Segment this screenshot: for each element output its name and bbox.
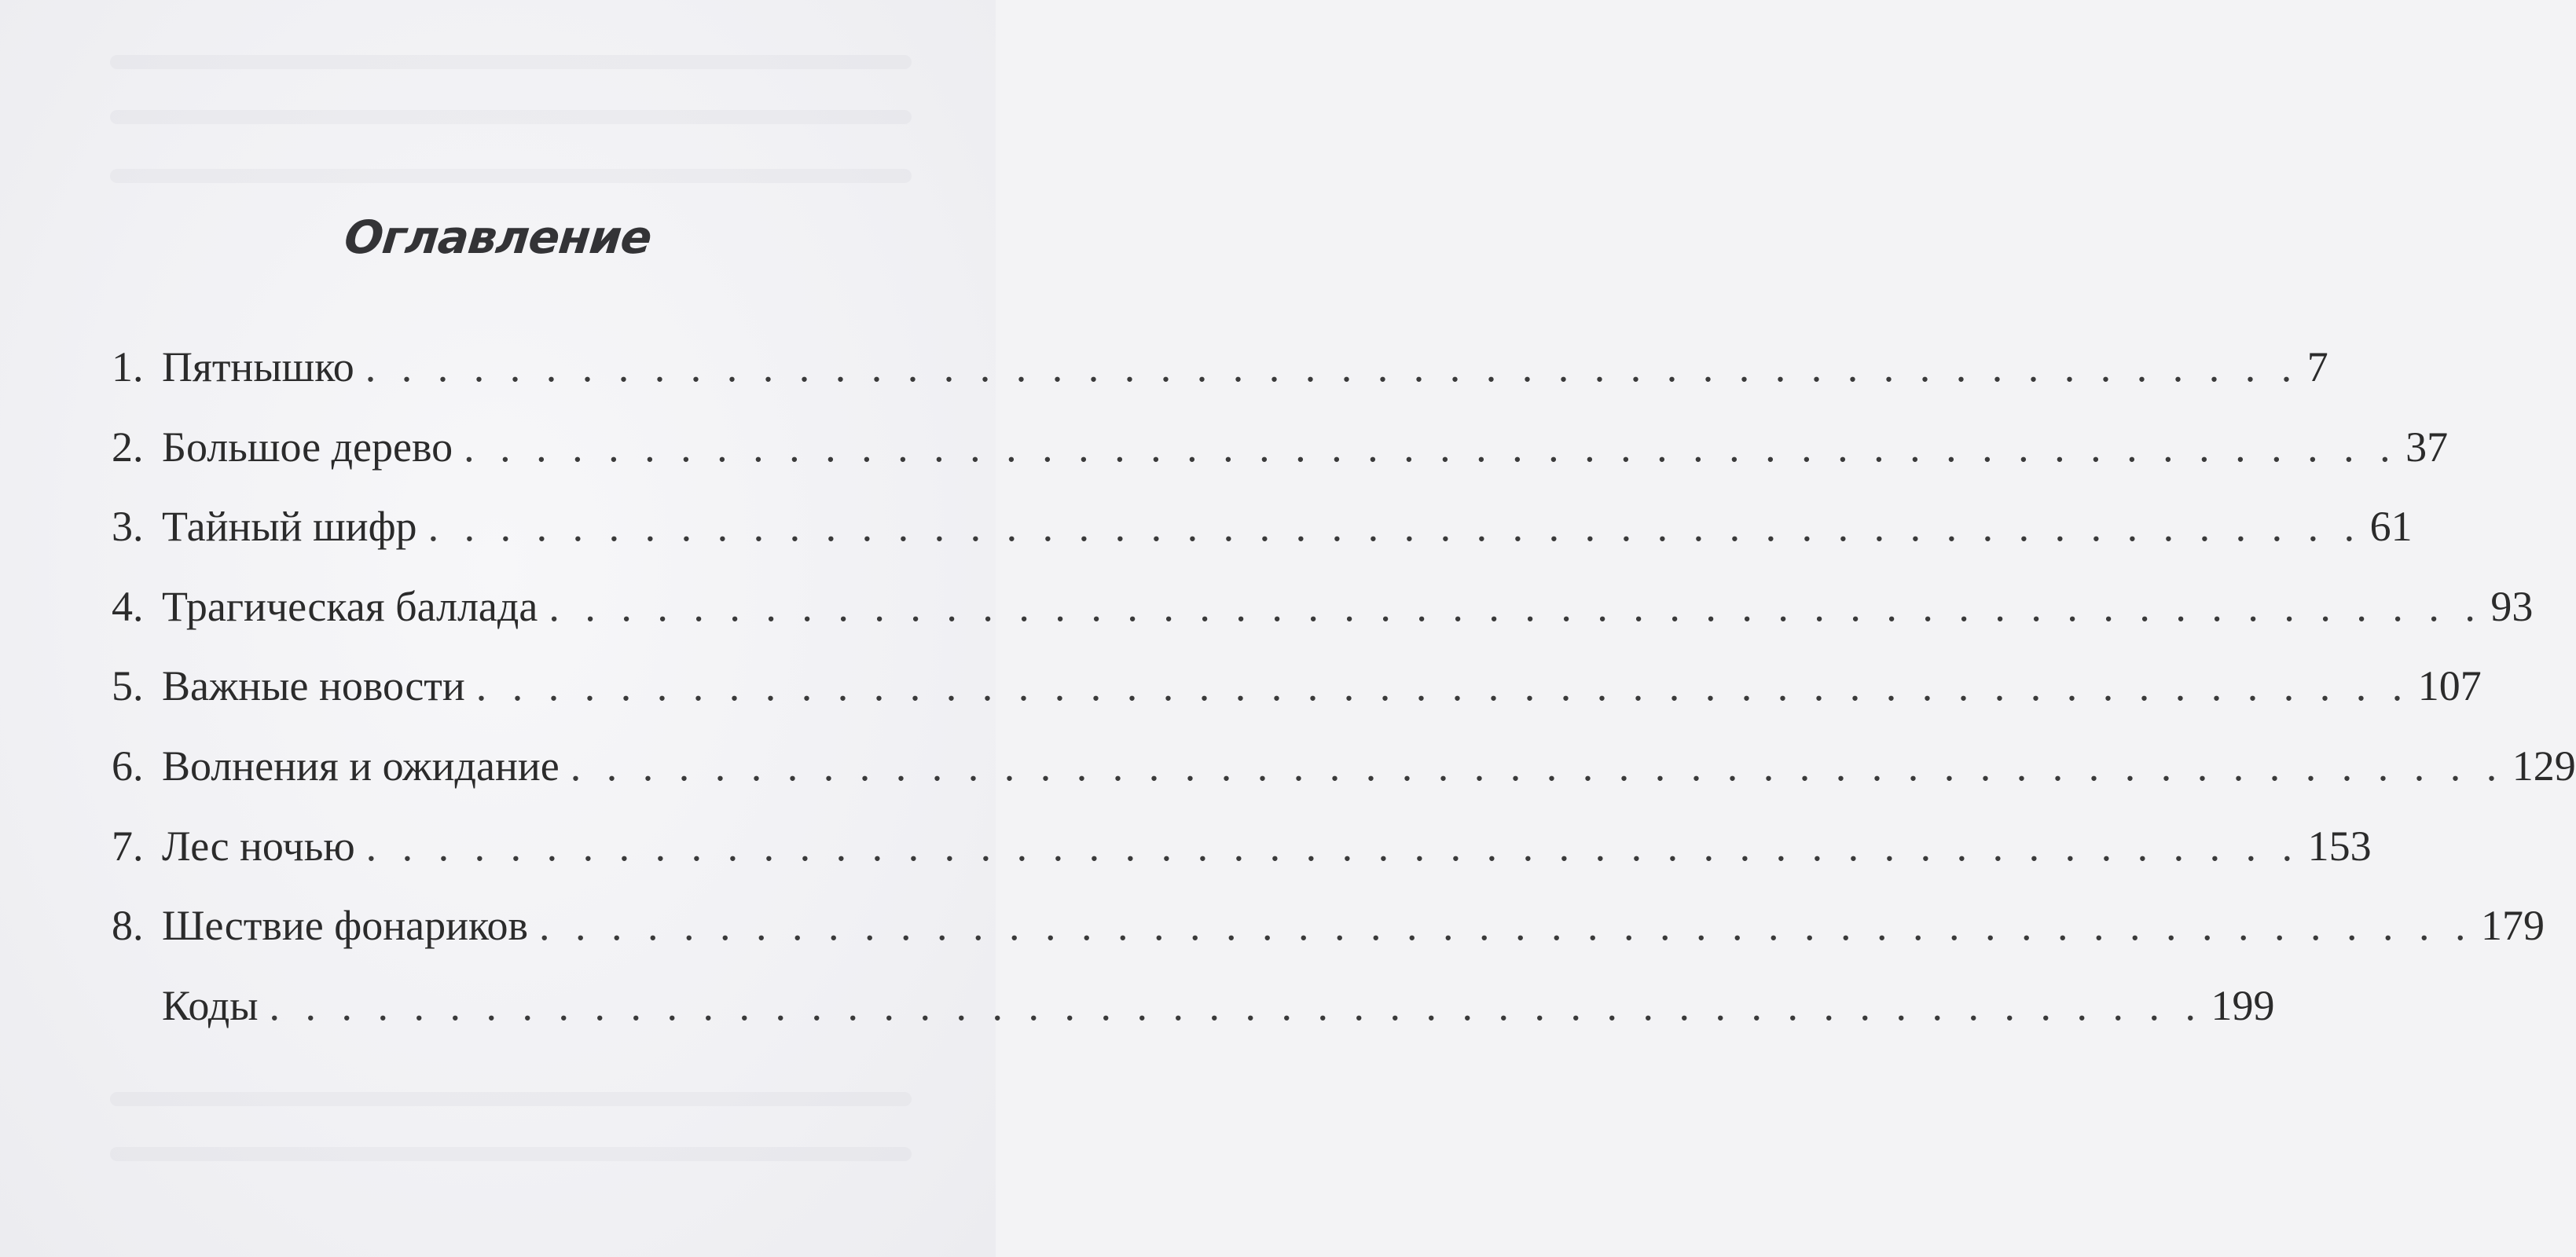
dot-leader: . . . . . . . . . . . . . . . . . . . . . . . . . . . . . . . . . . . . . . . . . . . . . . . . . . . . . . bbox=[269, 981, 2204, 1029]
toc-entry[interactable] bbox=[112, 423, 2449, 506]
dot-leader: . . . . . . . . . . . . . . . . . . . . . . . . . . . . . . . . . . . . . . . . . . . . . . . . . . . . . . bbox=[464, 423, 2398, 471]
entry-title: Лес ночью bbox=[162, 822, 355, 870]
entry-title: Коды bbox=[162, 981, 259, 1029]
dot-leader: . . . . . . . . . . . . . . . . . . . . . . . . . . . . . . . . . . . . . . . . . . . . . . . . . . . . . . bbox=[570, 742, 2504, 790]
entry-title: Пятнышко bbox=[162, 343, 354, 390]
bleed-through-line bbox=[110, 169, 912, 183]
dot-leader: . . . . . . . . . . . . . . . . . . . . . . . . . . . . . . . . . . . . . . . . . . . . . . . . . . . . . . bbox=[365, 343, 2299, 390]
entry-page-number: 107 bbox=[2417, 662, 2482, 710]
entry-page-number: 37 bbox=[2405, 423, 2449, 471]
toc-title: Оглавление bbox=[342, 211, 654, 264]
toc-entry[interactable] bbox=[112, 822, 2372, 905]
table-of-contents bbox=[112, 343, 2576, 1064]
toc-entry[interactable] bbox=[112, 742, 2576, 825]
toc-entry[interactable] bbox=[112, 582, 2534, 665]
entry-page-number: 179 bbox=[2480, 902, 2545, 950]
bleed-through-line bbox=[110, 55, 912, 69]
entry-page-number: 129 bbox=[2512, 742, 2576, 790]
entry-page-number: 199 bbox=[2211, 981, 2275, 1029]
entry-page-number: 153 bbox=[2307, 822, 2372, 870]
toc-entry[interactable] bbox=[112, 981, 2275, 1065]
toc-entry[interactable] bbox=[112, 343, 2328, 426]
entry-number: 7. bbox=[112, 822, 144, 870]
entry-title: Тайный шифр bbox=[162, 503, 417, 551]
entry-title: Трагическая баллада bbox=[162, 582, 538, 630]
bleed-through-line bbox=[110, 110, 912, 124]
dot-leader: . . . . . . . . . . . . . . . . . . . . . . . . . . . . . . . . . . . . . . . . . . . . . . . . . . . . . . bbox=[427, 503, 2362, 551]
toc-entry[interactable] bbox=[112, 662, 2482, 745]
dot-leader: . . . . . . . . . . . . . . . . . . . . . . . . . . . . . . . . . . . . . . . . . . . . . . . . . . . . . . bbox=[538, 902, 2473, 950]
dot-leader: . . . . . . . . . . . . . . . . . . . . . . . . . . . . . . . . . . . . . . . . . . . . . . . . . . . . . . bbox=[475, 662, 2410, 710]
dot-leader: . . . . . . . . . . . . . . . . . . . . . . . . . . . . . . . . . . . . . . . . . . . . . . . . . . . . . . bbox=[549, 582, 2483, 630]
entry-page-number: 7 bbox=[2306, 343, 2328, 390]
entry-number: 1. bbox=[112, 343, 144, 390]
entry-title: Волнения и ожидание bbox=[162, 742, 560, 790]
toc-entry[interactable] bbox=[112, 902, 2545, 984]
entry-number: 2. bbox=[112, 423, 144, 471]
entry-title: Важные новости bbox=[162, 662, 465, 710]
entry-number: 5. bbox=[112, 662, 144, 710]
bleed-through-line bbox=[110, 1147, 912, 1161]
dot-leader: . . . . . . . . . . . . . . . . . . . . . . . . . . . . . . . . . . . . . . . . . . . . . . . . . . . . . . bbox=[365, 822, 2300, 870]
toc-entry[interactable] bbox=[112, 503, 2413, 585]
entry-number: 8. bbox=[112, 902, 144, 950]
entry-title: Шествие фонариков bbox=[162, 902, 528, 950]
entry-title: Большое дерево bbox=[162, 423, 453, 471]
bleed-through-line bbox=[110, 1092, 912, 1106]
entry-number: 6. bbox=[112, 742, 144, 790]
entry-number: 3. bbox=[112, 503, 144, 551]
entry-number: 4. bbox=[112, 582, 144, 630]
entry-page-number: 61 bbox=[2369, 503, 2413, 551]
entry-page-number: 93 bbox=[2490, 582, 2534, 630]
